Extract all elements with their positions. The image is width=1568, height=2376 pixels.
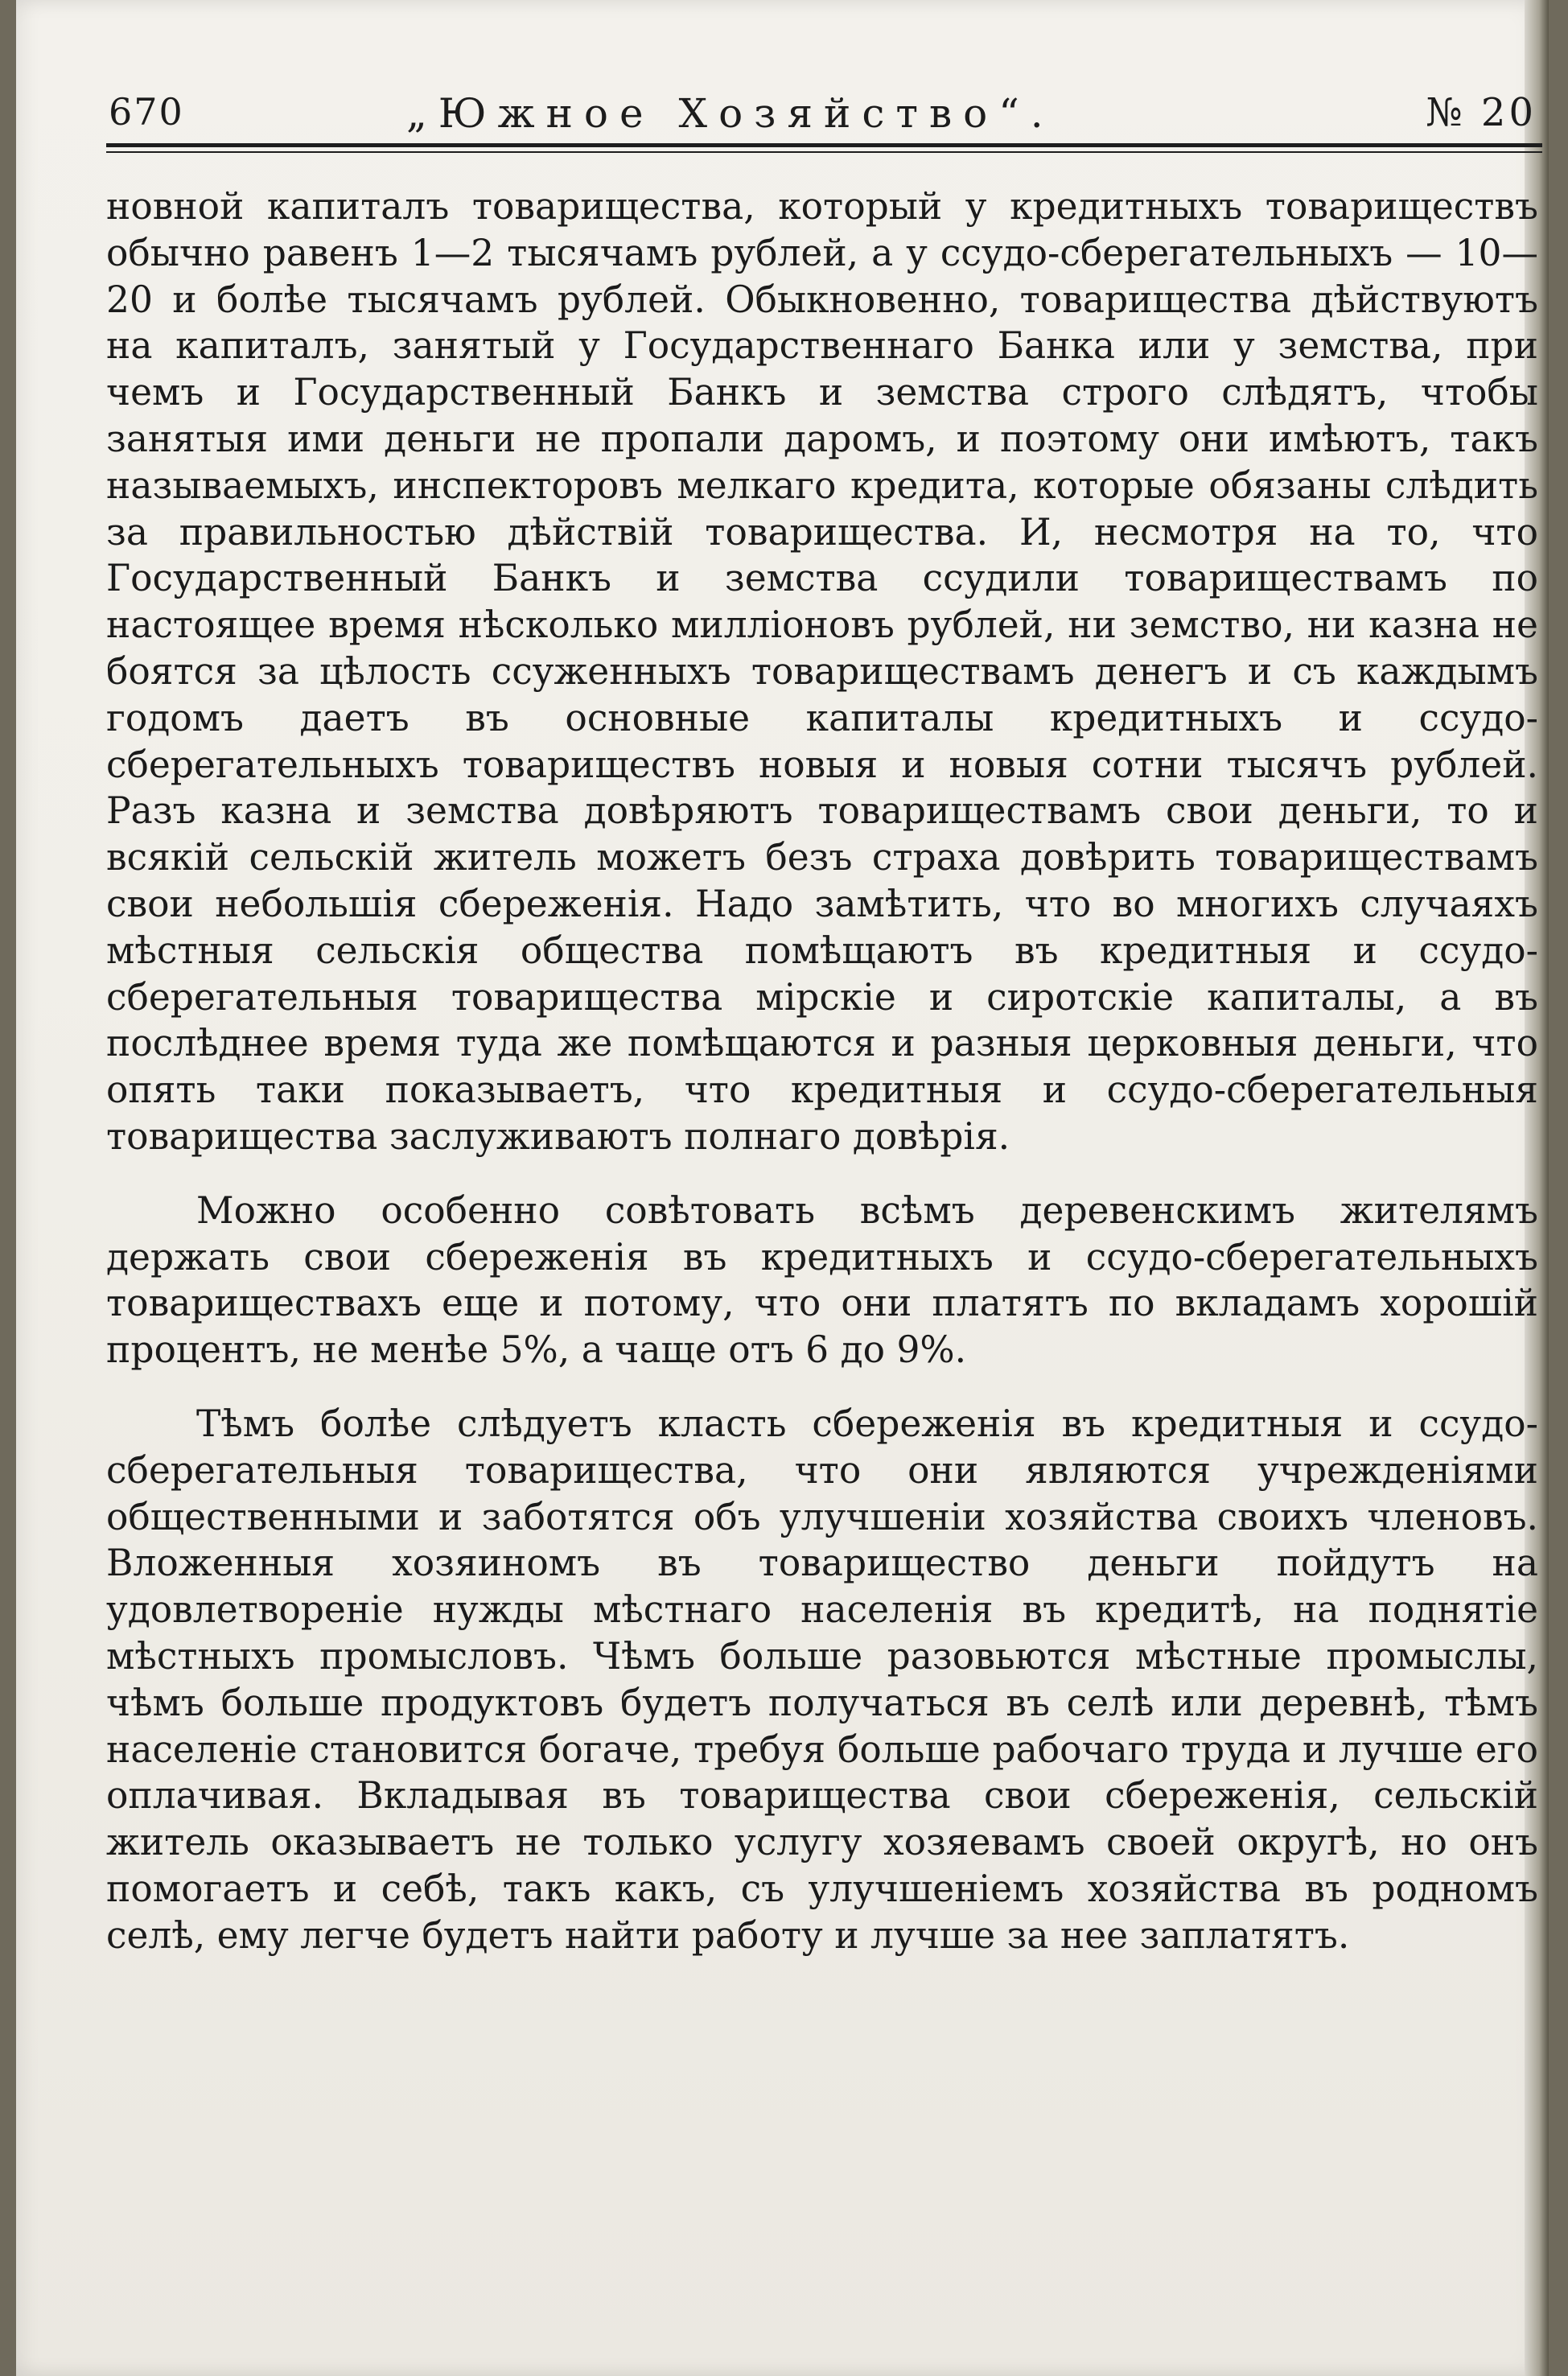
header-rule-thick <box>106 143 1542 147</box>
paragraph: новной капиталъ товарищества, который у кредитныхъ товариществъ обычно равенъ 1—2 тысячамъ рублей, а у ссудо-сберегательныхъ — 10—20 и болѣе тысячамъ рублей. Обыкновенно, товарищества дѣйствуютъ на капиталъ, занятый у Государственнаго Банка или у земства, при чемъ и Государственный Банкъ и земства строго слѣдятъ, чтобы занятыя ими деньги не пропали даромъ, и поэтому они имѣютъ, такъ называемыхъ, инспекторовъ мелкаго кредита, которые обязаны слѣдить за правильностью дѣйствій товарищества. И, несмотря на то, что Государственный Банкъ и земства ссудили товариществамъ по настоящее время нѣсколько милліоновъ рублей, ни земство, ни казна не боятся за цѣлость ссуженныхъ товариществамъ денегъ и съ каждымъ годомъ даетъ въ основные капиталы кредитныхъ и ссудо-сберегательныхъ товариществъ новыя и новыя сотни тысячъ рублей. Разъ казна и земства довѣряютъ товариществамъ свои деньги, то и всякій сельскій житель можетъ безъ страха довѣрить товариществамъ свои небольшія сбереженія. Надо замѣтить, что во многихъ случаяхъ мѣстныя сельскія общества помѣщаютъ въ кредитныя и ссудо-сберегательныя товарищества мірскіе и сиротскіе капиталы, а въ послѣднее время туда же помѣщаются и разныя церковныя деньги, что опять таки показываетъ, что кредитныя и ссудо-сберегательныя товарищества заслуживаютъ полнаго довѣрія. <box>106 185 1538 1158</box>
paragraph: Тѣмъ болѣе слѣдуетъ класть сбереженія въ кредитныя и ссудо-сберегательныя товарищества, что они являются учрежденіями общественными и заботятся объ улучшеніи хозяйства своихъ членовъ. Вложенныя хозяиномъ въ товарищество деньги пойдутъ на удовлетвореніе нужды мѣстнаго населенія въ кредитѣ, на поднятіе мѣстныхъ промысловъ. Чѣмъ больше разовьются мѣстные промыслы, чѣмъ больше продуктовъ будетъ получаться въ селѣ или деревнѣ, тѣмъ населеніе становится богаче, требуя больше рабочаго труда и лучше его оплачивая. Вкладывая въ товарищества свои сбереженія, сельскій житель оказываетъ не только услугу хозяевамъ своей округѣ, но онъ помогаетъ и себѣ, такъ какъ, съ улучшеніемъ хозяйства въ родномъ селѣ, ему легче будетъ найти работу и лучше за нее заплатятъ. <box>106 1402 1538 1957</box>
journal-title: „Южное Хозяйство“. <box>406 90 1055 137</box>
page-number: 670 <box>109 90 184 134</box>
running-header <box>109 90 1537 146</box>
body-text <box>106 183 1538 1958</box>
page <box>16 0 1549 2376</box>
paragraph: Можно особенно совѣтовать всѣмъ деревенскимъ жителямъ держать свои сбереженія въ кредитныхъ и ссудо-сберегательныхъ товариществахъ еще и потому, что они платятъ по вкладамъ хорошій процентъ, не менѣе 5%, а чаще отъ 6 до 9%. <box>106 1188 1538 1372</box>
issue-number: № 20 <box>1426 90 1537 135</box>
header-rule-thin <box>106 151 1542 153</box>
